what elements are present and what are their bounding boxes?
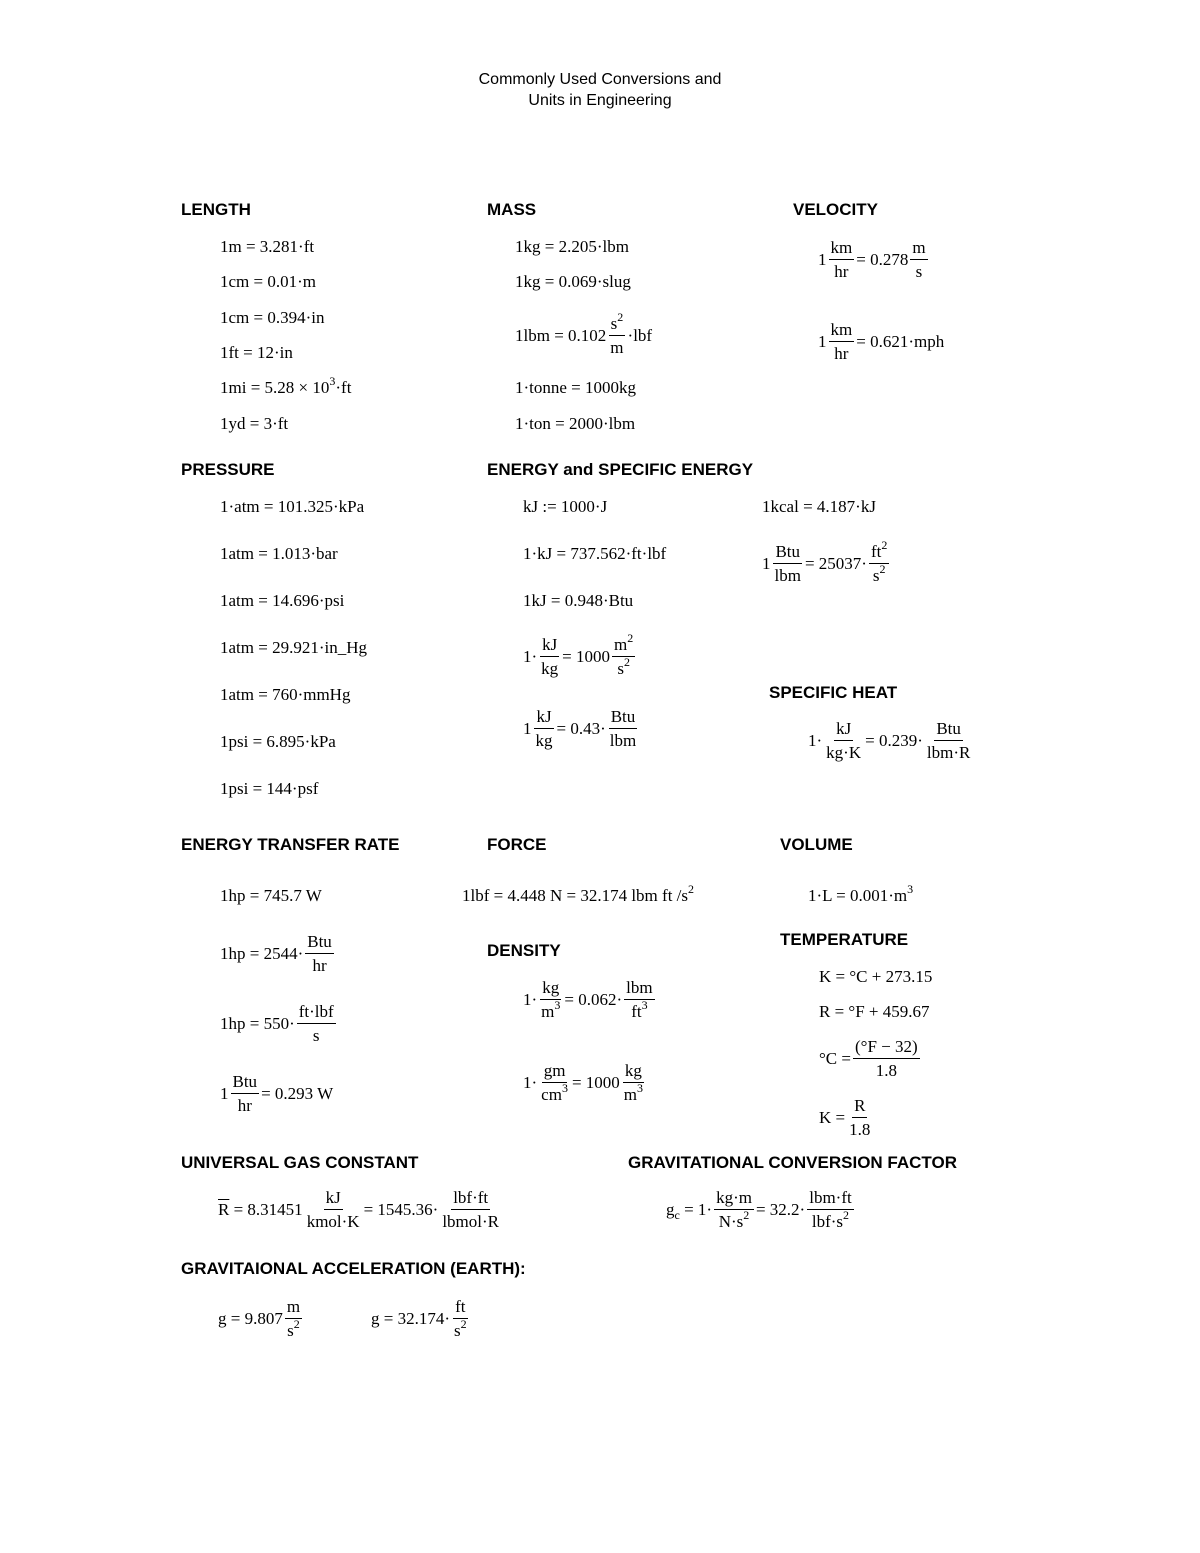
gravitational-conversion-factor-heading: GRAVITATIONAL CONVERSION FACTOR xyxy=(628,1153,957,1172)
etr-hp-w: 1hp = 745.7 W xyxy=(220,886,322,905)
specific-heat-heading: SPECIFIC HEAT xyxy=(769,683,898,702)
volume-heading: VOLUME xyxy=(780,835,853,854)
density-gmcm3-kgm3: 1· $\frac{gm}{cm^3}$ = 1000 $\frac{kg}{m^3}$ xyxy=(523,1061,644,1104)
length-yd-ft: 1yd = 3·ft xyxy=(220,414,289,433)
velocity-heading: VELOCITY xyxy=(793,200,879,219)
universal-gas-constant-rbar: $\overline{R} = 8.31451$ $\frac{kJ}{\text{kmol·K}}$ = 1545.36· $\frac{\text{lbf·ft}}{\text{lbmol·R}}$ xyxy=(218,1188,499,1231)
mass-kg-slug: 1kg = 0.069·slug xyxy=(515,272,631,291)
length-heading: LENGTH xyxy=(181,200,251,219)
energy-kjkg-btulbm: 1 $\frac{kJ}{kg}$ = 0.43· $\frac{\text{Btu}}{\text{lbm}}$ xyxy=(523,707,637,750)
temperature-r-f: R = °F + 459.67 xyxy=(819,1002,930,1021)
volume-l-m3: $1\cdot L = 0.001\cdot m^3$ xyxy=(808,882,914,905)
gravitational-acceleration-si: g = 9.807 $\frac{m}{s^2}$ xyxy=(218,1297,301,1340)
pressure-atm-bar: 1atm = 1.013·bar xyxy=(220,544,338,563)
temperature-c-f: °C = $\frac{(^\circ F - 32)}{1.8}$ xyxy=(819,1037,918,1080)
energy-kjkg-m2s2: 1· $\frac{kJ}{kg}$ = 1000 $\frac{m^2}{s^2}$ xyxy=(523,631,634,678)
pressure-heading: PRESSURE xyxy=(181,460,275,479)
mass-heading: MASS xyxy=(487,200,537,219)
temperature-heading: TEMPERATURE xyxy=(780,930,909,949)
pressure-atm-kpa: 1·atm = 101.325·kPa xyxy=(220,497,365,516)
length-mi-ft: $1mi = 5.28 \times 10^3\cdot ft$ xyxy=(220,374,352,397)
force-lbf: 1lbf = 4.448 N = 32.174 lbm ft $/s^2$ xyxy=(462,882,695,905)
force-heading: FORCE xyxy=(487,835,547,854)
energy-kj-ftlbf: 1·kJ = 737.562·ft·lbf xyxy=(523,544,667,563)
gravitational-acceleration-us: g = 32.174· $\frac{ft}{s^2}$ xyxy=(371,1297,467,1340)
length-m-ft: 1m = 3.281·ft xyxy=(220,237,315,256)
energy-btulbm-ft2s2: 1 $\frac{\text{Btu}}{\text{lbm}}$ = 25037· $\frac{ft^2}{s^2}$ xyxy=(762,538,888,585)
temperature-k-r: K = $\frac{R}{1.8}$ xyxy=(819,1096,871,1139)
document-title-line2: Units in Engineering xyxy=(528,92,672,109)
mass-tonne: 1·tonne = 1000kg xyxy=(515,378,637,397)
gravitational-acceleration-heading: GRAVITAIONAL ACCELERATION (EARTH): xyxy=(181,1259,526,1278)
density-kgm3-lbmft3: 1· $\frac{kg}{m^3}$ = 0.062· $\frac{\text{lbm}}{ft^3}$ xyxy=(523,978,653,1021)
length-cm-in: 1cm = 0.394·in xyxy=(220,308,325,327)
velocity-kmhr-mph: 1 $\frac{km}{hr}$ = 0.621·mph xyxy=(818,320,945,363)
energy-kj-def: kJ := 1000·J xyxy=(523,497,608,516)
etr-hp-btuhr: 1hp = 2544· $\frac{\text{Btu}}{hr}$ xyxy=(220,932,332,975)
energy-heading: ENERGY and SPECIFIC ENERGY xyxy=(487,460,754,479)
mass-ton: 1·ton = 2000·lbm xyxy=(515,414,636,433)
pressure-atm-psi: 1atm = 14.696·psi xyxy=(220,591,345,610)
mass-kg-lbm: 1kg = 2.205·lbm xyxy=(515,237,629,256)
velocity-kmhr-ms: 1 $\frac{km}{hr}$ = 0.278 $\frac{m}{s}$ xyxy=(818,238,926,281)
length-ft-in: 1ft = 12·in xyxy=(220,343,293,362)
length-cm-m: 1cm = 0.01·m xyxy=(220,272,316,291)
energy-kj-btu: 1kJ = 0.948·Btu xyxy=(523,591,634,610)
etr-btuhr-w: 1 $\frac{\text{Btu}}{hr}$ = 0.293 W xyxy=(220,1072,334,1115)
universal-gas-constant-heading: UNIVERSAL GAS CONSTANT xyxy=(181,1153,419,1172)
document-title-line1: Commonly Used Conversions and xyxy=(478,71,722,88)
pressure-psi-psf: 1psi = 144·psf xyxy=(220,779,319,798)
etr-hp-ftlbfs: 1hp = 550· $\frac{\text{ft·lbf}}{s}$ xyxy=(220,1002,334,1045)
specific-heat-cp: 1· $\frac{kJ}{kg\cdot K}$ = 0.239· $\frac{\text{Btu}}{\text{lbm·R}}$ xyxy=(808,719,971,762)
temperature-k-c: K = °C + 273.15 xyxy=(819,967,933,986)
energy-transfer-rate-heading: ENERGY TRANSFER RATE xyxy=(181,835,400,854)
energy-kcal-kj: 1kcal = 4.187·kJ xyxy=(762,497,876,516)
pressure-atm-mmhg: 1atm = 760·mmHg xyxy=(220,685,351,704)
gravitational-conversion-factor-gc: $g_c = 1\cdot$ $\frac{kg\cdot m}{N\cdot s^2}$ = 32.2· $\frac{\text{lbm·ft}}{lbf\cdot s^2}$ xyxy=(666,1188,852,1231)
pressure-psi-kpa: 1psi = 6.895·kPa xyxy=(220,732,336,751)
mass-lbm-lbf: 1lbm = 0.102 $\frac{s^2}{m}$ ·lbf xyxy=(515,310,653,357)
density-heading: DENSITY xyxy=(487,941,561,960)
pressure-atm-inhg: 1atm = 29.921·in_Hg xyxy=(220,638,367,657)
